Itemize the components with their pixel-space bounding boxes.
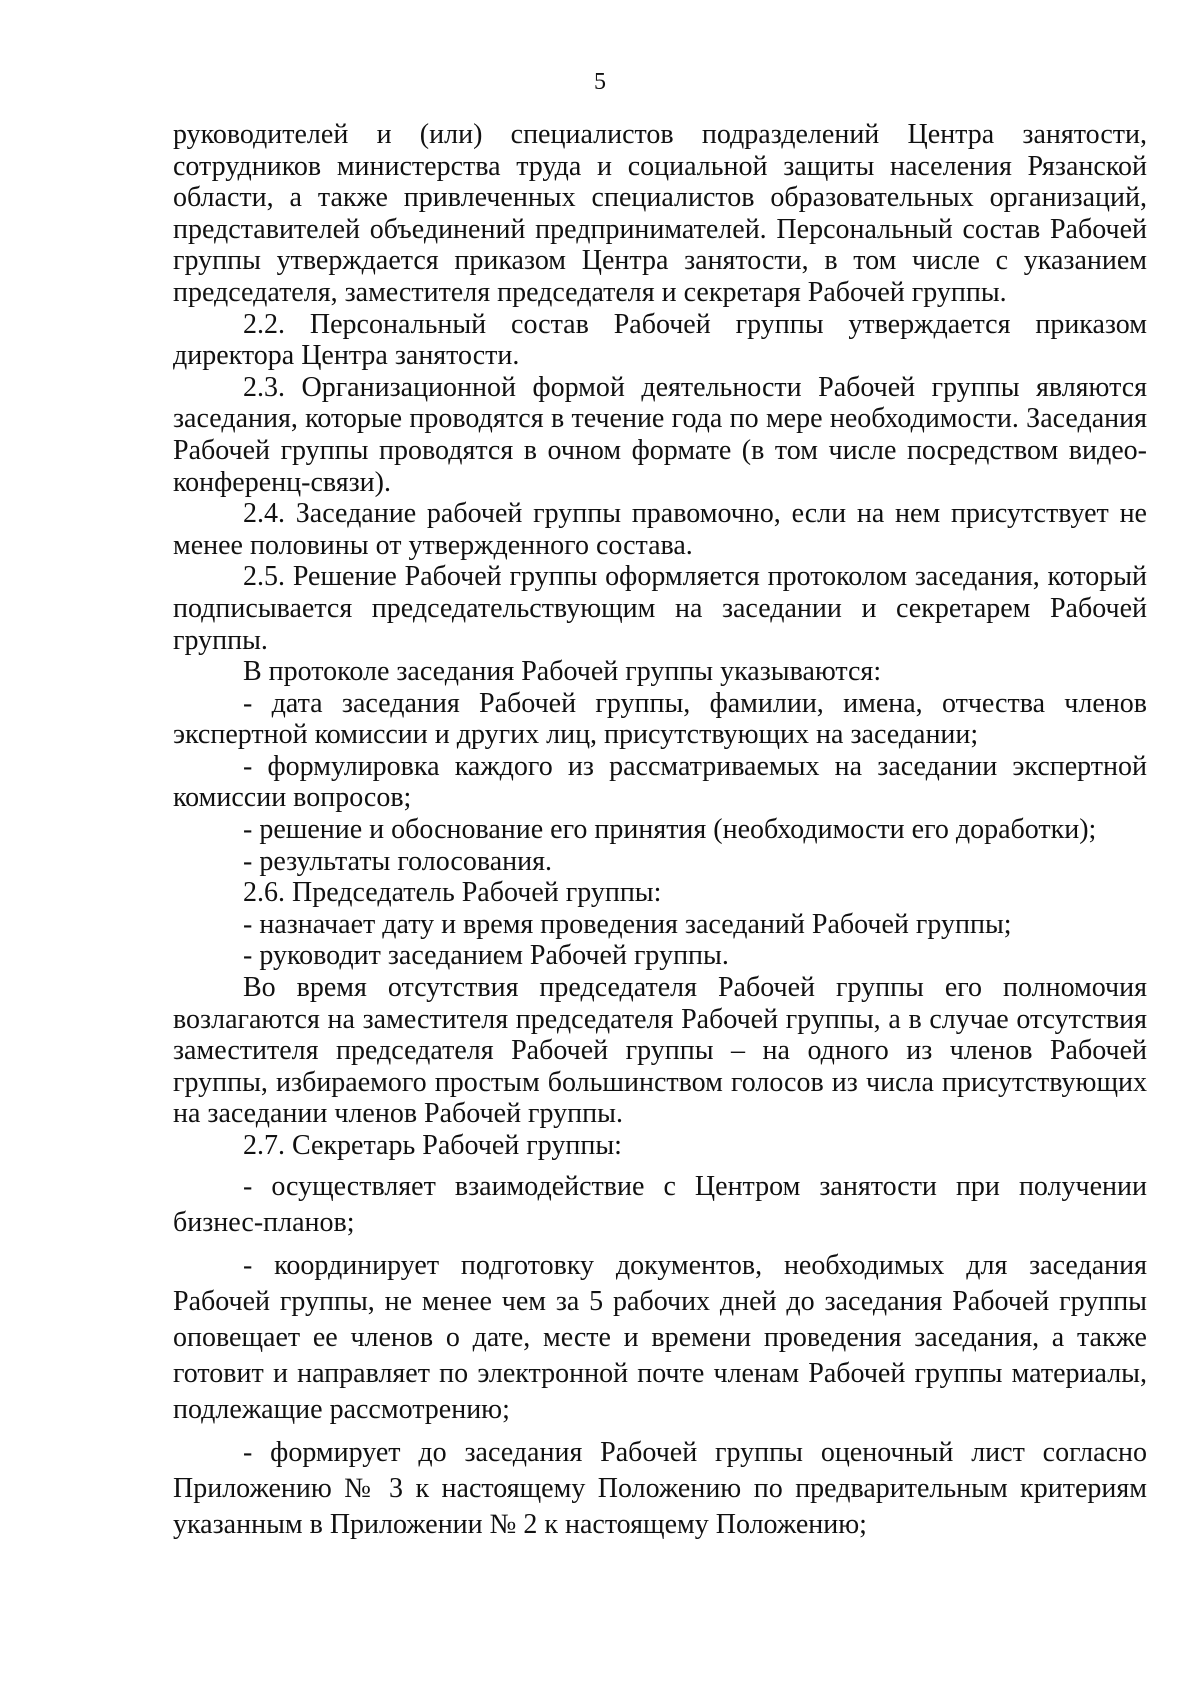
list-item-meeting-date: - дата заседания Рабочей группы, фамилии, имена, отчества членов экспертной комиссии и других лиц, присутствующих на заседании; <box>173 687 1147 751</box>
list-item-question-wording: - формулировка каждого из рассматриваемых на заседании экспертной комиссии вопросов; <box>173 750 1147 814</box>
list-item-coordinates-documents: - координирует подготовку документов, необходимых для заседания Рабочей группы, не менее чем за 5 рабочих дней до заседания Рабочей группы оповещает ее членов о дате, месте и времени проведения заседания, а также готовит и направляет по электронной почте членам Рабочей группы материалы, подлежащие рассмотрению; <box>173 1249 1147 1425</box>
paragraph-2-7: 2.7. Секретарь Рабочей группы: <box>243 1130 622 1161</box>
paragraph-2-5: 2.5. Решение Рабочей группы оформляется протоколом заседания, который подписывается председательствующим на заседании и секретарем Рабочей группы. <box>173 561 1147 656</box>
list-item-evaluation-sheet: - формирует до заседания Рабочей группы оценочный лист согласно Приложению № 3 к настоящему Положению по предварительным критериям указанным в Приложении № 2 к настоящему Положению; <box>173 1436 1147 1540</box>
paragraph-intro-continuation: руководителей и (или) специалистов подразделений Центра занятости, сотрудников министерства труда и социальной защиты населения Рязанской области, а также привлеченных специалистов образовательных организаций, представителей объединений предпринимателей. Персональный состав Рабочей группы утверждается приказом Центра занятости, в том числе с указанием председателя, заместителя председателя и секретаря Рабочей группы. <box>173 119 1147 308</box>
page-number: 5 <box>594 69 606 95</box>
list-item-leads-meeting: - руководит заседанием Рабочей группы. <box>243 940 729 972</box>
paragraph-2-3: 2.3. Организационной формой деятельности Рабочей группы являются заседания, которые проводятся в течение года по мере необходимости. Заседания Рабочей группы проводятся в очном формате (в том числе посредством видео-конференц-связи). <box>173 371 1147 498</box>
paragraph-chair-absence: Во время отсутствия председателя Рабочей группы его полномочия возлагаются на заместителя председателя Рабочей группы, а в случае отсутствия заместителя председателя Рабочей группы – на одного из членов Рабочей группы, избираемого простым большинством голосов из числа присутствующих на заседании членов Рабочей группы. <box>173 972 1147 1130</box>
list-item-decision: - решение и обоснование его принятия (необходимости его доработки); <box>243 814 1097 846</box>
list-item-voting-results: - результаты голосования. <box>243 845 552 877</box>
paragraph-2-6: 2.6. Председатель Рабочей группы: <box>243 877 662 909</box>
paragraph-protocol-intro: В протоколе заседания Рабочей группы указываются: <box>243 656 882 688</box>
list-item-appoints-date: - назначает дату и время проведения заседаний Рабочей группы; <box>243 908 1012 940</box>
list-item-interaction: - осуществляет взаимодействие с Центром занятости при получении бизнес-планов; <box>173 1170 1147 1238</box>
paragraph-2-4: 2.4. Заседание рабочей группы правомочно, если на нем присутствует не менее половины от утвержденного состава. <box>173 498 1147 561</box>
paragraph-2-2: 2.2. Персональный состав Рабочей группы утверждается приказом директора Центра занятости. <box>173 308 1147 372</box>
document-body <box>173 119 1147 1543</box>
